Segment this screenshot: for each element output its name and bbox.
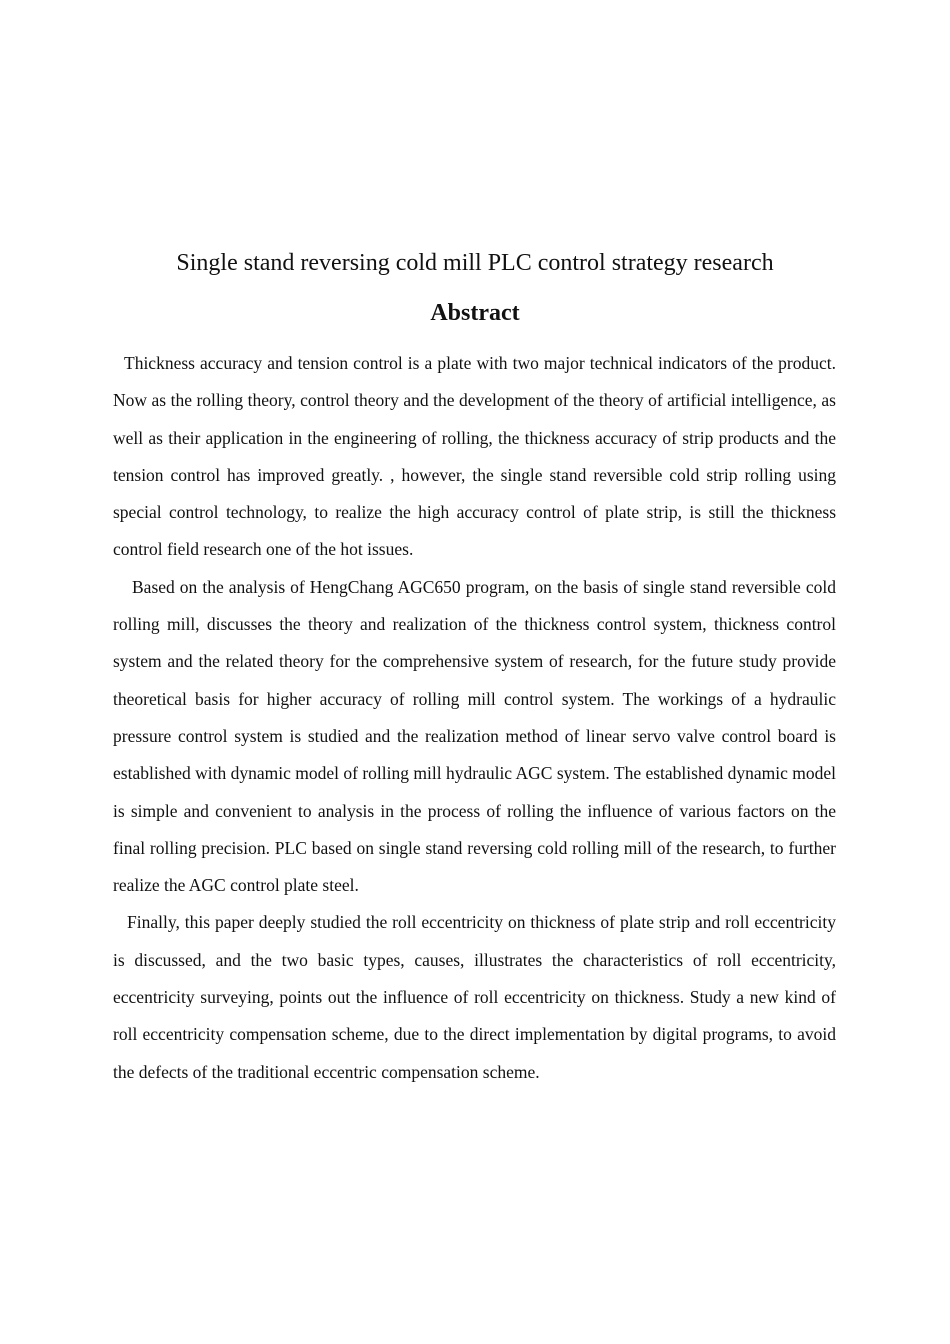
abstract-heading: Abstract <box>430 300 520 326</box>
abstract-paragraph: Finally, this paper deeply studied the roll eccentricity on thickness of plate strip and roll eccentricity is discussed, and the two basic types, causes, illustrates the characteristics of roll eccentricity, eccentricity surveying, points out the influence of roll eccentricity on thickness. Study a new kind of roll eccentricity compensation scheme, due to the direct implementation by digital programs, to avoid the defects of the traditional eccentric compensation scheme. <box>113 912 836 1082</box>
abstract-body <box>113 345 836 1091</box>
document-title: Single stand reversing cold mill PLC control strategy research <box>176 250 774 276</box>
abstract-paragraph: Thickness accuracy and tension control is a plate with two major technical indicators of the product. Now as the rolling theory, control theory and the development of the theory of artificial intelligence, as well as their application in the engineering of rolling, the thickness accuracy of strip products and the tension control has improved greatly. , however, the single stand reversible cold strip rolling using special control technology, to realize the high accuracy control of plate strip, is still the thickness control field research one of the hot issues. <box>113 353 836 560</box>
abstract-paragraph: Based on the analysis of HengChang AGC650 program, on the basis of single stand reversible cold rolling mill, discusses the theory and realization of the thickness control system, thickness control system and the related theory for the comprehensive system of research, for the future study provide theoretical basis for higher accuracy of rolling mill control system. The workings of a hydraulic pressure control system is studied and the realization method of linear servo valve control board is established with dynamic model of rolling mill hydraulic AGC system. The established dynamic model is simple and convenient to analysis in the process of rolling the influence of various factors on the final rolling precision. PLC based on single stand reversing cold rolling mill of the research, to further realize the AGC control plate steel. <box>113 576 836 896</box>
